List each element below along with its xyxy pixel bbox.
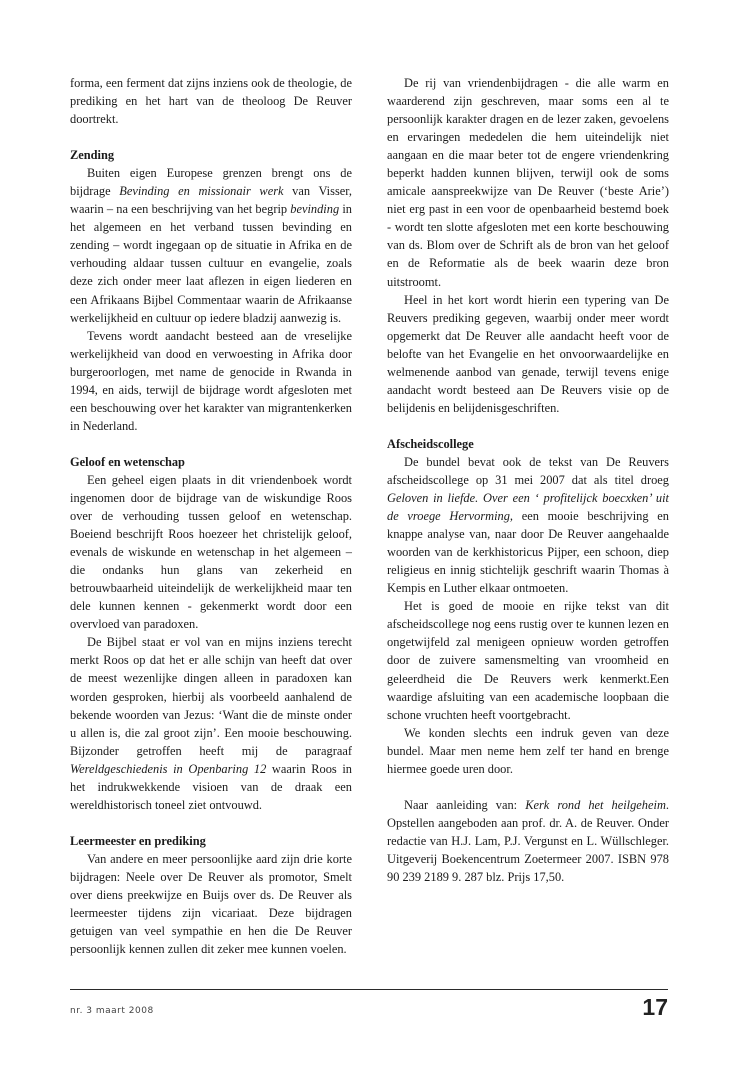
section-heading-leermeester: Leermeester en prediking (70, 833, 206, 848)
section-heading-geloof: Geloof en wetenschap (70, 454, 185, 469)
left-column (70, 74, 352, 958)
section-heading-zending: Zending (70, 148, 115, 163)
right-column (387, 74, 669, 886)
leermeester-paragraph-1: Van andere en meer persoonlijke aard zijn drie korte bijdragen: Neele over De Reuver als promotor, Smelt over diens preekwijze en Buijs over ds. De Reuver als leermeester tijdens zijn vicariaat. Deze bijdragen getuigen van veel sympathie en hen die De Reuver persoonlijk kennen zullen dit zeker mee kunnen voelen. (70, 851, 352, 957)
afscheid-paragraph-3: We konden slechts een indruk geven van deze bundel. Maar men neme hem zelf ter hand en brenge hiermee goede uren door. (387, 725, 669, 776)
page-number: 17 (642, 994, 668, 1020)
geloof-paragraph-2: De Bijbel staat er vol van en mijns inziens terecht merkt Roos op dat het er alle schijn van heeft dat over de meest wezenlijke dingen alleen in paradoxen kan worden gesproken, hierbij als voorbeeld aanhalend de bekende woorden van Jezus: ‘Want die de minste onder u allen is, die zal groot zijn’. Een mooie beschouwing. Bijzonder getroffen heeft mij de paragraaf Wereldgeschiedenis in Openbaring 12 waarin Roos in het indrukwekkende visioen van de draak een wereldhistorisch toneel ziet ontvouwd. (70, 635, 353, 812)
right-paragraph-2: Heel in het kort wordt hierin een typering van De Reuvers prediking gegeven, waarbij onder meer wordt opgemerkt dat De Reuver alle aandacht heeft voor de belofte van het Evangelie en het onvoorwaardelijke en welmenende aanbod van genade, terwijl tevens enige aandacht wordt besteed aan De Reuvers visie op de belijdenis en belijdenisgeschriften. (387, 292, 669, 415)
bibliographic-note: Naar aanleiding van: Kerk rond het heilgeheim. Opstellen aangeboden aan prof. dr. A. de Reuver. Onder redactie van H.J. Lam, P.J. Vergunst en L. Wüllschleger. Uitgeverij Boekencentrum Zoetermeer 2007. ISBN 978 90 239 2189 9. 287 blz. Prijs 17,50. (387, 797, 669, 884)
afscheid-paragraph-2: Het is goed de mooie en rijke tekst van dit afscheidscollege nog eens rustig over te kunnen lezen en ongetwijfeld zal menigeen opnieuw worden getroffen door de zuivere samensmelting van vroomheid en geleerdheid die De Reuvers werk kenmerkt.Een waardige afsluiting van een academische loopbaan die schone vruchten heeft voortgebracht. (387, 599, 669, 722)
afscheid-paragraph-1: De bundel bevat ook de tekst van De Reuvers afscheidscollege op 31 mei 2007 dat als titel droeg Geloven in liefde. Over een ‘ profitelijck boecxken’ uit de vroege Hervorming, een mooie beschrijving en knappe analyse van, naar door De Reuver aangehaalde woorden van de kerkhistoricus Pijper, een schoon, diep religieus en innig stichtelijk geschrift waarin Thomas à Kempis en Luther elkaar ontmoeten. (387, 454, 669, 596)
geloof-paragraph-1: Een geheel eigen plaats in dit vriendenboek wordt ingenomen door de bijdrage van de wiskundige Roos over de verhouding tussen geloof en wetenschap. Boeiend beschrijft Roos hoezeer het christelijk geloof, evenals de wiskunde en wetenschap in het algemeen – die ondanks hun glans van zekerheid en betrouwbaarheid uiteindelijk de werkelijkheid maar ten dele kunnen kennen - gekenmerkt wordt door een overvloed van paradoxen. (70, 472, 352, 632)
zending-paragraph-1: Buiten eigen Europese grenzen brengt ons de bijdrage Bevinding en missionair werk van Visser, waarin – na een beschrijving van het begrip bevinding in het algemeen en het verband tussen bevinding en zending – wordt ingegaan op de situatie in Afrika en de verhouding aldaar tussen cultuur en evangelie, zoals deze zich onder meer laat aflezen in eigen liederen en een Afrikaans Bijbel Commentaar waarin de Afrikaanse werkelijkheid en cultuur op iedere bladzij aanwezig is. (70, 166, 352, 325)
footer-divider (70, 989, 668, 990)
zending-paragraph-2: Tevens wordt aandacht besteed aan de vreselijke werkelijkheid van dood en verwoesting in Afrika door burgeroorlogen, met name de genocide in Rwanda in 1994, en aids, terwijl de bijdrage wordt afgesloten met een beschouwing over het karakter van migrantenkerken in Nederland. (70, 328, 352, 433)
right-paragraph-1: De rij van vriendenbijdragen - die alle warm en waarderend zijn geschreven, maar soms een al te persoonlijk karakter dragen en de lezer zaken, gevoelens en ervaringen mededelen die hem uiteindelijk niet aangaan en die maar beter tot de engere vriendenkring beperkt hadden kunnen blijven, terwijl ook de soms amicale aanspreekwijze van De Reuver (‘beste Arie’) niet erg past in een voor de openbaarheid bestemd boek - wordt ten slotte afgesloten met een korte beschouwing van ds. Blom over de Schrift als de bron van het geloof en de Reformatie als de beek waarin deze bron uitstroomt. (387, 76, 669, 289)
intro-paragraph: forma, een ferment dat zijns inziens ook de theologie, de prediking en het hart van de theoloog De Reuver doortrekt. (70, 76, 352, 127)
issue-label: nr. 3 maart 2008 (70, 1006, 154, 1016)
section-heading-afscheid: Afscheidscollege (387, 436, 474, 451)
